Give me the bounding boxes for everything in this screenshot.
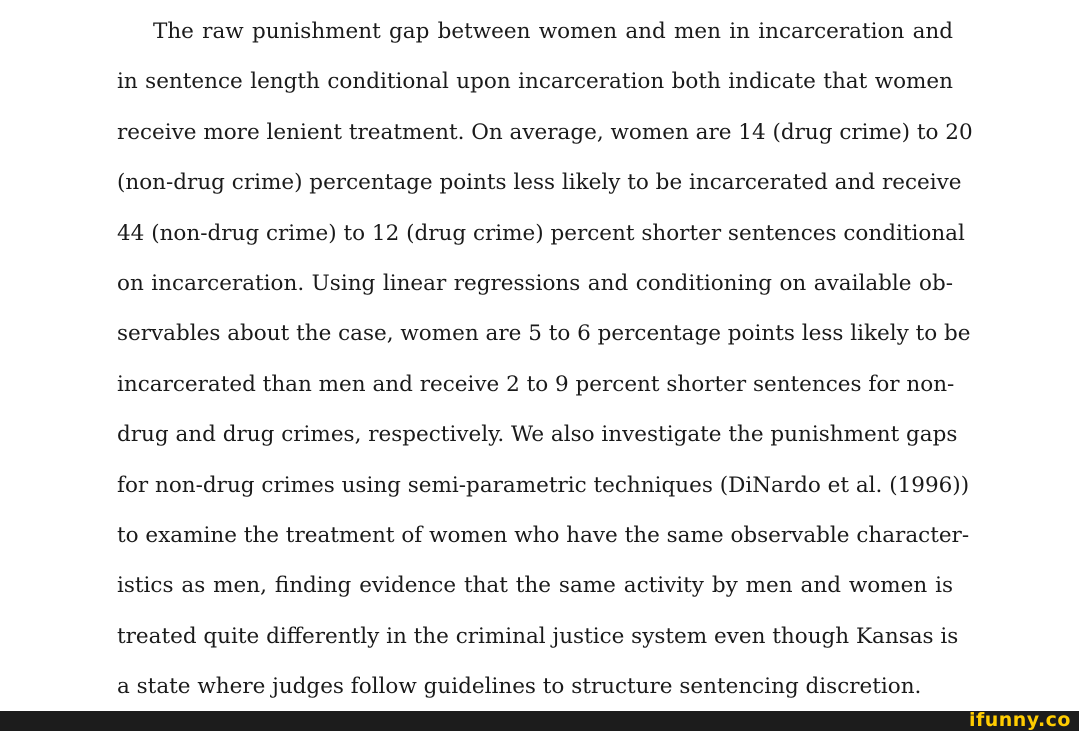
paragraph-line: receive more lenient treatment. On average, women are 14 (drug crime) to 20 [117,119,973,145]
paragraph-line: incarcerated than men and receive 2 to 9 percent shorter sentences for non- [117,371,955,397]
paragraph-line: (non-drug crime) percentage points less likely to be incarcerated and receive [117,170,962,196]
paragraph-line: The raw punishment gap between women and men in incarceration and [153,19,953,44]
paragraph-line: in sentence length conditional upon incarceration both indicate that women [117,69,953,95]
paragraph [117,14,973,719]
ifunny-watermark: ifunny.co [968,709,1071,731]
paragraph-line: for non-drug crimes using semi-parametric techniques (DiNardo et al. (1996)) [117,472,970,498]
paragraph-line: servables about the case, women are 5 to 6 percentage points less likely to be [117,321,971,347]
paragraph-line: drug and drug crimes, respectively. We also investigate the punishment gaps [117,422,958,448]
paragraph-line: treated quite differently in the criminal justice system even though Kansas is [117,623,959,649]
paragraph-line: to examine the treatment of women who have the same observable character- [117,522,970,548]
watermark-bar [0,711,1079,731]
paragraph-line: a state where judges follow guidelines to structure sentencing discretion. [117,674,922,700]
paragraph-line: on incarceration. Using linear regressions and conditioning on available ob- [117,270,953,296]
paragraph-line: istics as men, finding evidence that the same activity by men and women is [117,573,953,599]
paragraph-line: 44 (non-drug crime) to 12 (drug crime) percent shorter sentences conditional [117,220,965,246]
